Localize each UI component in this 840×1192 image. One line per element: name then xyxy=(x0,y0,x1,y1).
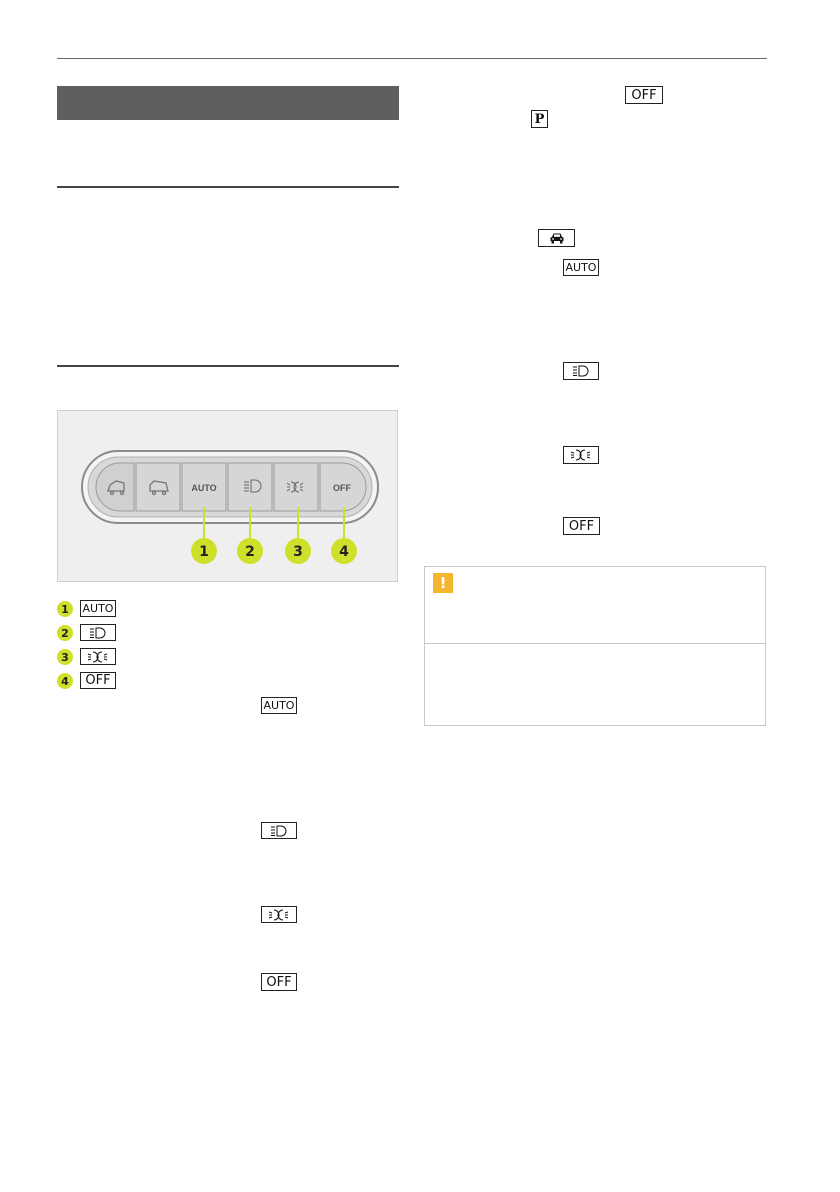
legend-auto-label: AUTO xyxy=(82,602,114,615)
section-heading-bar xyxy=(57,86,399,120)
callout-badges xyxy=(191,538,357,564)
inline-auto-label: AUTO xyxy=(263,699,295,712)
legend-badge-2: 2 xyxy=(57,625,73,641)
car-icon xyxy=(538,229,575,247)
subsection-rule-2 xyxy=(57,365,399,367)
panel-auto-label: AUTO xyxy=(191,483,217,493)
panel-button-2 xyxy=(136,463,180,511)
inline-off-label: OFF xyxy=(266,974,292,990)
right-auto-icon xyxy=(563,259,599,276)
callout-2: 2 xyxy=(245,544,255,560)
inline-low-beam-icon xyxy=(261,822,297,839)
warning-icon: ! xyxy=(433,573,453,593)
legend-off-label: OFF xyxy=(85,673,111,688)
legend-off-icon xyxy=(80,672,116,689)
inline-auto-icon xyxy=(261,697,297,714)
right-off-icon-2 xyxy=(563,517,600,535)
legend-badge-3: 3 xyxy=(57,649,73,665)
inline-off-icon xyxy=(261,973,297,991)
callout-3: 3 xyxy=(293,544,303,560)
warning-divider xyxy=(425,643,765,644)
light-switch-illustration xyxy=(57,410,398,582)
legend-badge-1: 1 xyxy=(57,601,73,617)
legend-auto-icon xyxy=(80,600,116,617)
callout-1: 1 xyxy=(199,544,209,560)
panel-off-label: OFF xyxy=(333,483,351,493)
side-lights-icon xyxy=(80,648,116,665)
park-label: P xyxy=(534,111,545,127)
park-icon xyxy=(531,110,548,128)
right-low-beam-icon xyxy=(563,362,599,380)
right-off-icon xyxy=(625,86,663,104)
right-side-lights-icon xyxy=(563,446,599,464)
light-switch-panel-svg xyxy=(58,411,399,583)
callout-4: 4 xyxy=(339,544,349,560)
right-auto-label: AUTO xyxy=(565,261,597,274)
right-off-label-2: OFF xyxy=(568,518,595,534)
low-beam-icon xyxy=(80,624,116,641)
inline-side-lights-icon xyxy=(261,906,297,923)
subsection-rule-1 xyxy=(57,186,399,188)
panel-button-4 xyxy=(228,463,272,511)
warning-notice xyxy=(424,566,766,726)
right-off-label: OFF xyxy=(631,87,657,103)
page-top-rule xyxy=(57,58,767,59)
legend-badge-4: 4 xyxy=(57,673,73,689)
